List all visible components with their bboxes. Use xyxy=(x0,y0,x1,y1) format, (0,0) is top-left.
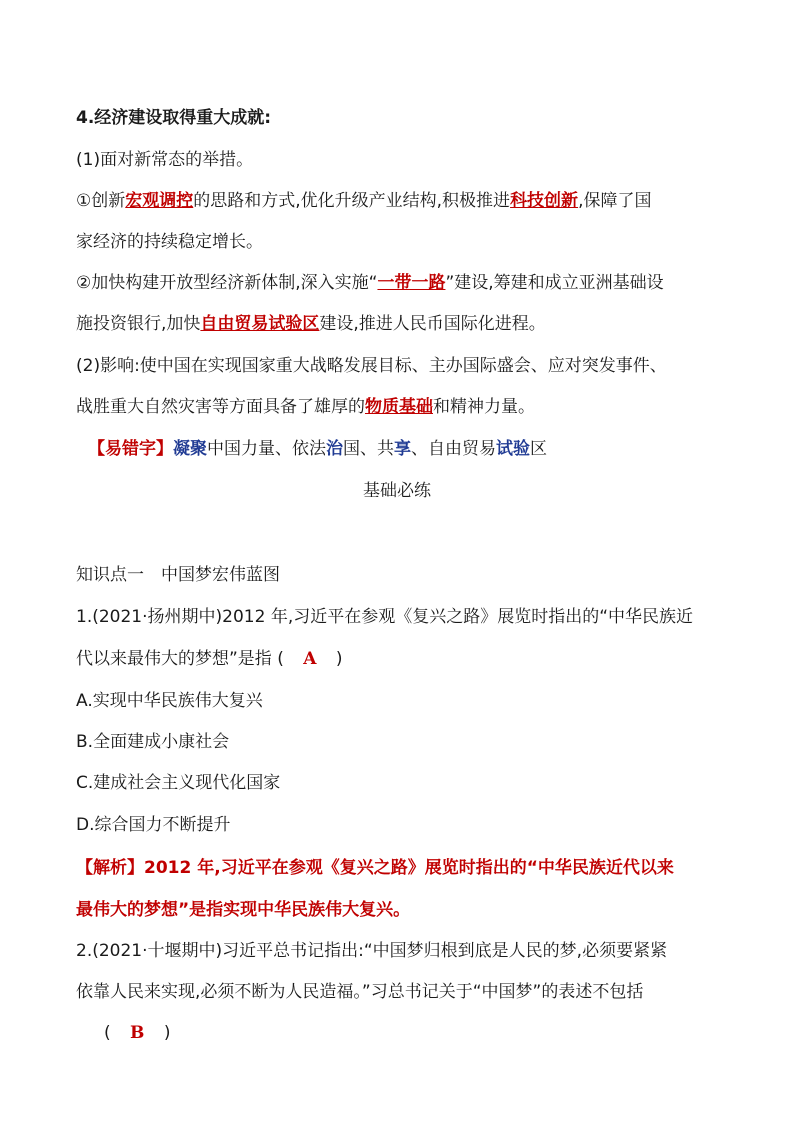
analysis-label: 【解析】 xyxy=(76,858,144,878)
q1-stem-line-1: 1.(2021·扬州期中)2012 年,习近平在参观《复兴之路》展览时指出的“中华民族近 xyxy=(76,607,694,627)
q1-analysis-line-2: 最伟大的梦想”是指实现中华民族伟大复兴。 xyxy=(76,900,411,920)
impact-line-1: (2)影响:使中国在实现国家重大战略发展目标、主办国际盛会、应对突发事件、 xyxy=(76,356,667,376)
knowledge-point-title: 知识点一 中国梦宏伟蓝图 xyxy=(76,565,280,585)
q2-stem-line-1: 2.(2021·十堰期中)习近平总书记指出:“中国梦归根到底是人民的梦,必须要紧紧 xyxy=(76,941,668,961)
measure-2-line-1: ②加快构建开放型经济新体制,深入实施“一带一路”建设,筹建和成立亚洲基础设 xyxy=(76,273,664,293)
impact-line-2: 战胜重大自然灾害等方面具备了雄厚的物质基础和精神力量。 xyxy=(76,397,535,417)
q1-analysis-line-1: 【解析】2012 年,习近平在参观《复兴之路》展览时指出的“中华民族近代以来 xyxy=(76,858,674,878)
keyword-material-foundation: 物质基础 xyxy=(365,397,433,417)
measure-1-line-1: ①创新宏观调控的思路和方式,优化升级产业结构,积极推进科技创新,保障了国 xyxy=(76,191,652,211)
typo-note: 【易错字】凝聚中国力量、依法治国、共享、自由贸易试验区 xyxy=(88,439,547,459)
section-heading: 4.经济建设取得重大成就: xyxy=(76,108,272,128)
q1-option-a: A.实现中华民族伟大复兴 xyxy=(76,691,263,711)
q2-answer-line: ( B ) xyxy=(104,1023,171,1043)
keyword-macro-control: 宏观调控 xyxy=(125,191,194,211)
keyword-tech-innovation: 科技创新 xyxy=(510,191,579,211)
keyword-belt-and-road: 一带一路 xyxy=(377,273,446,293)
q1-option-b: B.全面建成小康社会 xyxy=(76,732,230,752)
q1-answer: A xyxy=(303,649,317,669)
measures-subheading: (1)面对新常态的举措。 xyxy=(76,150,254,170)
q2-stem-line-2: 依靠人民来实现,必须不断为人民造福。”习总书记关于“中国梦”的表述不包括 xyxy=(76,982,644,1002)
measure-1-line-2: 家经济的持续稳定增长。 xyxy=(76,232,263,252)
q2-answer: B xyxy=(130,1023,145,1043)
measure-2-line-2: 施投资银行,加快自由贸易试验区建设,推进人民币国际化进程。 xyxy=(76,314,546,334)
typo-label: 【易错字】 xyxy=(88,439,173,459)
practice-title: 基础必练 xyxy=(363,481,431,501)
q1-option-d: D.综合国力不断提升 xyxy=(76,815,231,835)
q1-option-c: C.建成社会主义现代化国家 xyxy=(76,773,281,793)
keyword-free-trade-zone: 自由贸易试验区 xyxy=(200,314,320,334)
q1-stem-line-2: 代以来最伟大的梦想”是指 ( A ) xyxy=(76,649,343,669)
